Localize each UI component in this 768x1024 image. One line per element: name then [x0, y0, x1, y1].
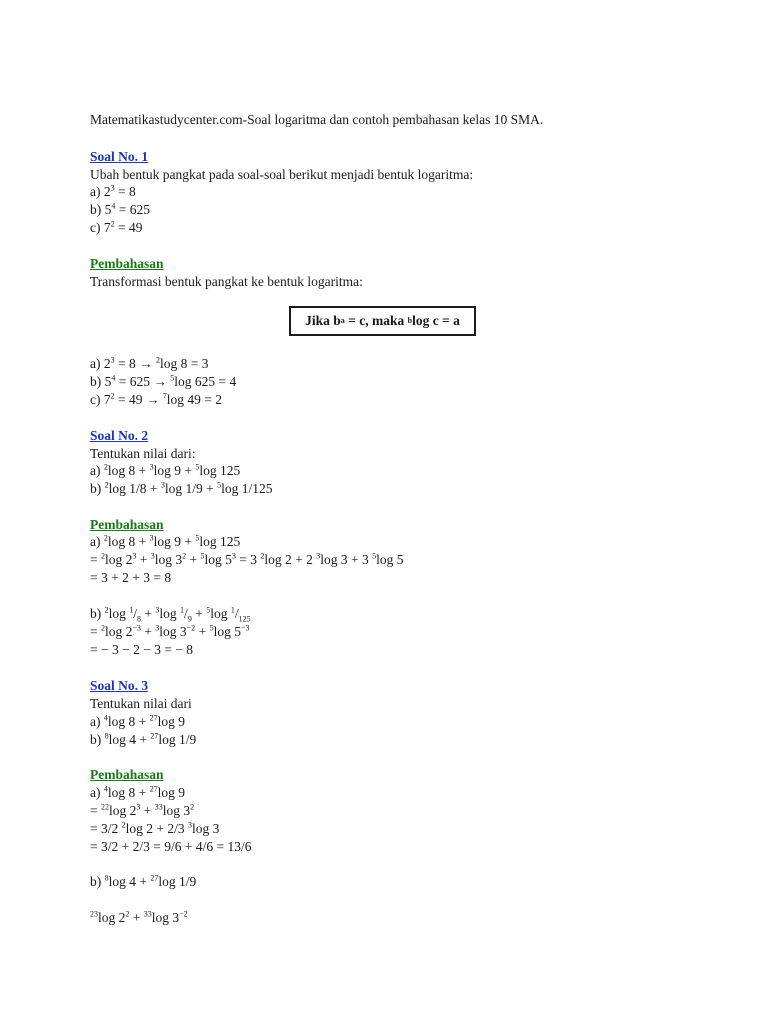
pembahasan-3-line-1: a) $^4$log 8 + $^{27}$log 9 [90, 784, 186, 800]
pembahasan-3-title: Pembahasan [90, 767, 164, 782]
pembahasan-2-line-3: = 3 + 2 + 3 = 8 [90, 570, 172, 585]
pembahasan-2-line-6: = − 3 − 2 − 3 = − 8 [90, 642, 194, 657]
soal-3-item-a: a) $^4$log 8 + $^{27}$log 9 [90, 713, 186, 729]
pembahasan-1-item-b: b) $5^4 = 625 \to ^5\log$ 625 = 4 [90, 373, 237, 389]
page-header: Matematikastudycenter.com-Soal logaritma dan contoh pembahasan kelas 10 SMA. [90, 112, 544, 127]
pembahasan-3-line-6: $^{23}$log $2^2 + ^{33}\log$ $3^{-2}$ [90, 909, 188, 925]
pembahasan-3-line-2: = $^{22}$log $2^3 + ^{33}\log$ $3^2$ [90, 802, 195, 818]
soal-2-instruction: Tentukan nilai dari: [90, 446, 196, 461]
pembahasan-2-title: Pembahasan [90, 517, 164, 532]
pembahasan-3-line-3: = 3/2 $^2$log 2 + 2/3 $^3$log 3 [90, 820, 220, 836]
soal-1-item-a: a) $2^3 = 8$ [90, 183, 136, 199]
pembahasan-1-intro: Transformasi bentuk pangkat ke bentuk logaritma: [90, 274, 363, 289]
soal-3-instruction: Tentukan nilai dari [90, 696, 192, 711]
pembahasan-2-line-4: b) $^2$log $^1/_8 + ^3\log$ $^1/_9 + ^5\log$ $^1/_{125}$ [90, 605, 251, 624]
soal-2-item-a: a) $^2$log 8 + $^3$log 9 + $^5$log 125 [90, 462, 241, 478]
soal-2-title: Soal No. 2 [90, 428, 149, 443]
pembahasan-2-line-1: a) $^2$log 8 + $^3$log 9 + $^5$log 125 [90, 533, 241, 549]
soal-1-instruction: Ubah bentuk pangkat pada soal-soal berikut menjadi bentuk logaritma: [90, 167, 474, 182]
soal-3-title: Soal No. 3 [90, 678, 149, 693]
soal-2-item-b: b) $^2$log 1/8 + $^3$log 1/9 + $^5$log 1/125 [90, 480, 273, 496]
formula-box: Jika b a = c, maka b log c = a [289, 306, 476, 336]
pembahasan-2-line-2: = $^2$log $2^3 + ^3\log$ $3^2 + ^5\log$ $5^3 = 3$ $^2$log 2 + 2 $^3$log 3 + 3 $^5$log 5 [90, 551, 404, 567]
pembahasan-3-line-5: b) $^8$log 4 + $^{27}$log 1/9 [90, 873, 197, 889]
soal-3-item-b: b) $^8$log 4 + $^{27}$log 1/9 [90, 731, 197, 747]
pembahasan-1-item-a: a) $2^3 = 8 \to ^2\log$ 8 = 3 [90, 355, 209, 371]
pembahasan-1-item-c: c) $7^2 = 49 \to ^7\log$ 49 = 2 [90, 391, 222, 407]
pembahasan-3-line-4: = 3/2 + 2/3 = 9/6 + 4/6 = 13/6 [90, 839, 252, 854]
pembahasan-2-line-5: = $^2$log $2^{-3} + ^3\log$ $3^{-2} + ^5\log$ $5^{-3}$ [90, 623, 250, 639]
pembahasan-1-title: Pembahasan [90, 256, 164, 271]
soal-1-item-c: c) $7^2 = 49$ [90, 219, 143, 235]
soal-1-title: Soal No. 1 [90, 149, 149, 164]
soal-1-item-b: b) $5^4 = 625$ [90, 201, 150, 217]
